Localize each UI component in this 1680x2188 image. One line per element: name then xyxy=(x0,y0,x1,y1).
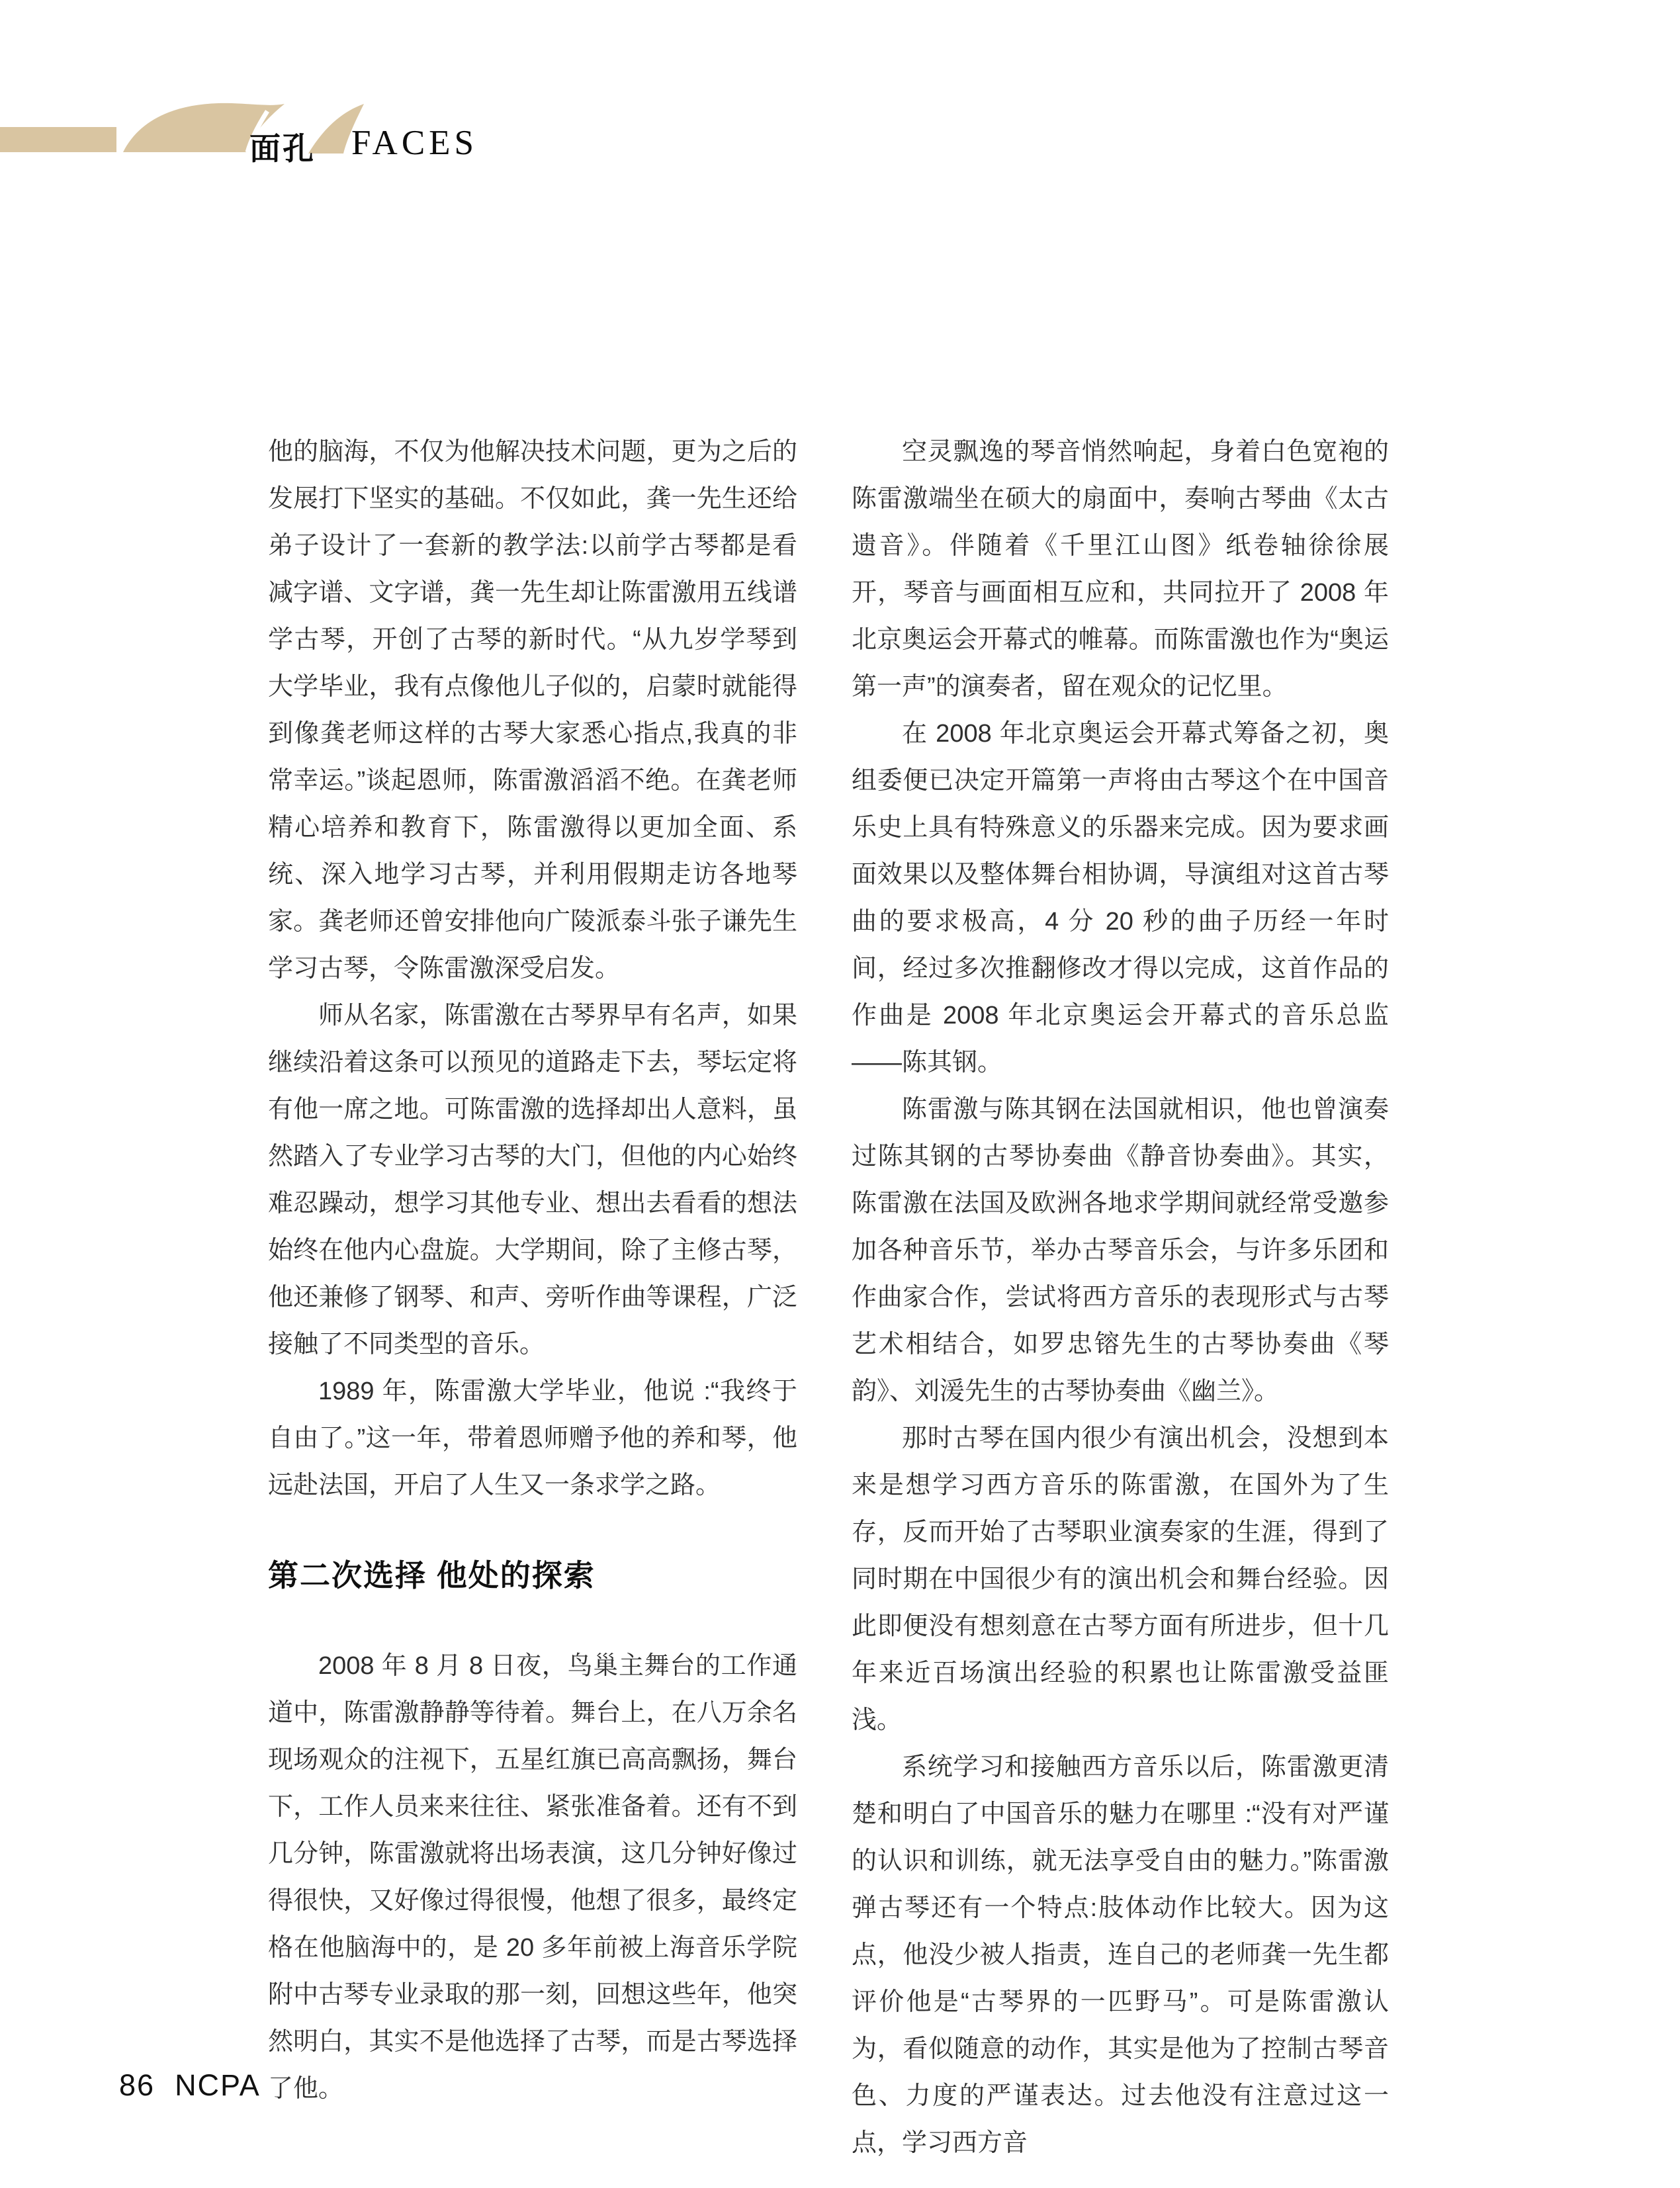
right-column xyxy=(852,429,1389,2167)
header-bar-decoration xyxy=(0,127,116,152)
paragraph: 1989 年，陈雷激大学毕业，他说 :“我终于自由了。”这一年，带着恩师赠予他的养和琴，他远赴法国，开启了人生又一条求学之路。 xyxy=(268,1378,797,1499)
paragraph: 他的脑海，不仅为他解决技术问题，更为之后的发展打下坚实的基础。不仅如此，龚一先生还给弟子设计了一套新的教学法:以前学古琴都是看减字谱、文字谱，龚一先生却让陈雷激用五线谱学古琴，开创了古琴的新时代。“从九岁学琴到大学毕业，我有点像他儿子似的，启蒙时就能得到像龚老师这样的古琴大家悉心指点,我真的非常幸运。”谈起恩师，陈雷激滔滔不绝。在龚老师精心培养和教育下，陈雷激得以更加全面、系统、深入地学习古琴，并利用假期走访各地琴家。龚老师还曾安排他向广陵派泰斗张子谦先生学习古琴，令陈雷激深受启发。 xyxy=(268,438,797,983)
section-heading: 第二次选择 他处的探索 xyxy=(268,1558,596,1593)
brand-name: NCPA xyxy=(175,2068,261,2102)
page-footer xyxy=(119,2068,261,2103)
paragraph: 陈雷激与陈其钢在法国就相识，他也曾演奏过陈其钢的古琴协奏曲《静音协奏曲》。其实，陈雷激在法国及欧洲各地求学期间就经常受邀参加各种音乐节，举办古琴音乐会，与许多乐团和作曲家合作，尝试将西方音乐的表现形式与古琴艺术相结合，如罗忠镕先生的古琴协奏曲《琴韵》、刘湲先生的古琴协奏曲《幽兰》。 xyxy=(852,1096,1389,1405)
paragraph: 系统学习和接触西方音乐以后，陈雷激更清楚和明白了中国音乐的魅力在哪里 :“没有对严谨的认识和训练，就无法享受自由的魅力。”陈雷激弹古琴还有一个特点:肢体动作比较大。因为这点，他没少被人指责，连自己的老师龚一先生都评价他是“古琴界的一匹野马”。可是陈雷激认为，看似随意的动作，其实是他为了控制古琴音色、力度的严谨表达。过去他没有注意过这一点，学习西方音 xyxy=(852,1753,1389,2157)
paragraph: 空灵飘逸的琴音悄然响起，身着白色宽袍的陈雷激端坐在硕大的扇面中，奏响古琴曲《太古遗音》。伴随着《千里江山图》纸卷轴徐徐展开，琴音与画面相互应和，共同拉开了 2008 年北京奥运会开幕式的帷幕。而陈雷激也作为“奥运第一声”的演奏者，留在观众的记忆里。 xyxy=(852,438,1389,701)
section-title-en: FACES xyxy=(351,124,478,162)
paragraph: 那时古琴在国内很少有演出机会，没想到本来是想学习西方音乐的陈雷激，在国外为了生存，反而开始了古琴职业演奏家的生涯，得到了同时期在中国很少有的演出机会和舞台经验。因此即便没有想刻意在古琴方面有所进步，但十几年来近百场演出经验的积累也让陈雷激受益匪浅。 xyxy=(852,1424,1389,1734)
left-column xyxy=(268,429,797,2113)
paragraph: 2008 年 8 月 8 日夜，鸟巢主舞台的工作通道中，陈雷激静静等待着。舞台上，在八万余名现场观众的注视下，五星红旗已高高飘扬，舞台下，工作人员来来往往、紧张准备着。还有不到几分钟，陈雷激就将出场表演，这几分钟好像过得很快，又好像过得很慢，他想了很多，最终定格在他脑海中的，是 20 多年前被上海音乐学院附中古琴专业录取的那一刻，回想这些年，他突然明白，其实不是他选择了古琴，而是古琴选择了他。 xyxy=(268,1652,797,2103)
paragraph: 师从名家，陈雷激在古琴界早有名声，如果继续沿着这条可以预见的道路走下去，琴坛定将有他一席之地。可陈雷激的选择却出人意料，虽然踏入了专业学习古琴的大门，但他的内心始终难忍躁动，想学习其他专业、想出去看看的想法始终在他内心盘旋。大学期间，除了主修古琴，他还兼修了钢琴、和声、旁听作曲等课程，广泛接触了不同类型的音乐。 xyxy=(268,1002,797,1358)
paragraph: 在 2008 年北京奥运会开幕式筹备之初，奥组委便已决定开篇第一声将由古琴这个在中国音乐史上具有特殊意义的乐器来完成。因为要求画面效果以及整体舞台相协调，导演组对这首古琴曲的要求极高，4 分 20 秒的曲子历经一年时间，经过多次推翻修改才得以完成，这首作品的作曲是 2008 年北京奥运会开幕式的音乐总监——陈其钢。 xyxy=(852,720,1389,1076)
section-title-zh: 面孔 xyxy=(249,131,316,166)
page-number: 86 xyxy=(119,2068,155,2102)
